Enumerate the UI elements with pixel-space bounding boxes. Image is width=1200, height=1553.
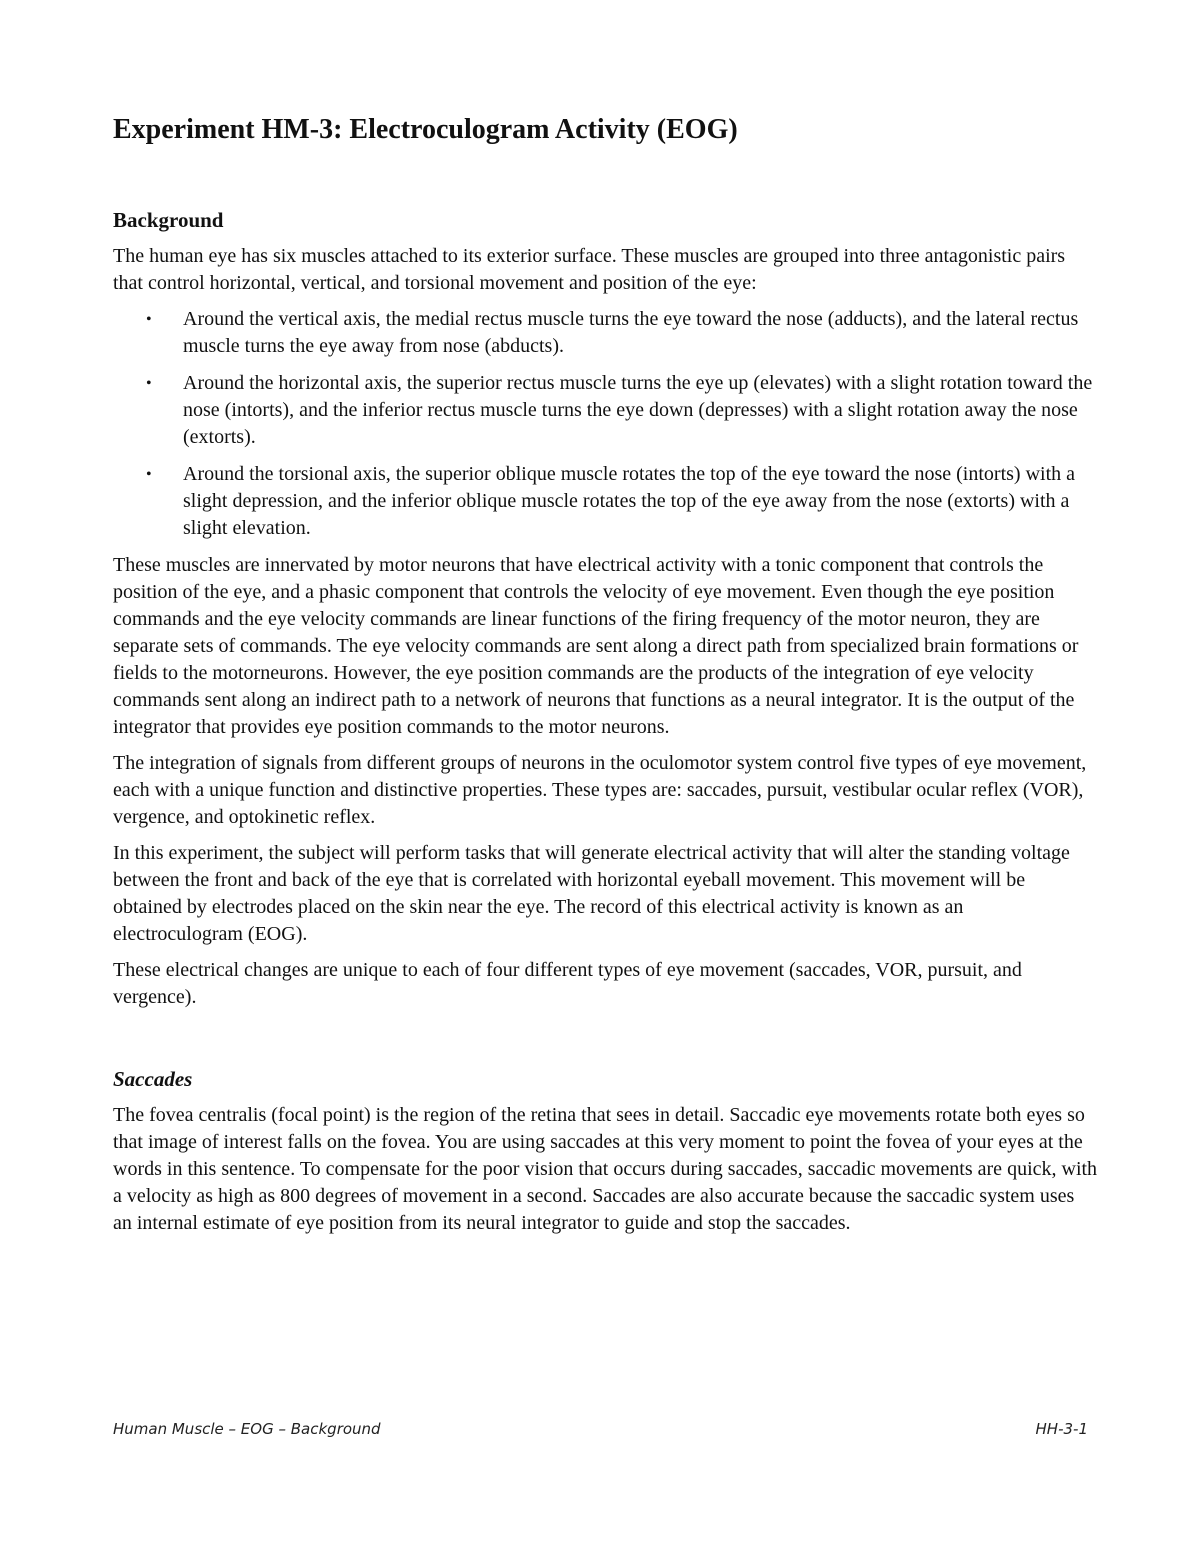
body-paragraph: These muscles are innervated by motor neurons that have electrical activity with a tonic component that controls the position of the eye, and a phasic component that controls the velocity of eye movement. Even though the eye position commands and the eye velocity commands are linear functions of the firing frequency of the motor neuron, they are separate sets of commands. The eye velocity commands are sent along a direct path from specialized brain formations or fields to the motorneurons. However, the eye position commands are the products of the integration of eye velocity commands sent along an indirect path to a network of neurons that functions as a neural integrator. It is the output of the integrator that provides eye position commands to the motor neurons. xyxy=(113,554,1079,738)
background-intro: The human eye has six muscles attached to its exterior surface. These muscles are grouped into three antagonistic pairs that control horizontal, vertical, and torsional movement and position of the eye: xyxy=(113,245,1066,294)
muscle-list xyxy=(113,306,1098,542)
bullet-icon: • xyxy=(146,311,152,328)
page-title: Experiment HM-3: Electroculogram Activity (EOG) xyxy=(113,114,738,145)
list-item-text: Around the torsional axis, the superior oblique muscle rotates the top of the eye toward the nose (intorts) with a slight depression, and the inferior oblique muscle rotates the top of the eye away from the nose (extorts) with a slight elevation. xyxy=(183,463,1076,539)
saccades-paragraph: The fovea centralis (focal point) is the region of the retina that sees in detail. Saccadic eye movements rotate both eyes so that image of interest falls on the fovea. You are using saccades at this very moment to point the fovea of your eyes at the words in this sentence. To compensate for the poor vision that occurs during saccades, saccadic movements are quick, with a velocity as high as 800 degrees of movement in a second. Saccades are also accurate because the saccadic system uses an internal estimate of eye position from its neural integrator to guide and stop the saccades. xyxy=(113,1104,1098,1234)
bullet-icon: • xyxy=(146,466,152,483)
list-item xyxy=(113,306,1098,360)
page-content xyxy=(113,112,1098,1237)
list-item xyxy=(113,370,1098,451)
saccades-heading: Saccades xyxy=(113,1067,193,1091)
background-heading: Background xyxy=(113,208,224,232)
list-item-text: Around the vertical axis, the medial rectus muscle turns the eye toward the nose (adducts), and the lateral rectus muscle turns the eye away from nose (abducts). xyxy=(183,308,1079,357)
body-paragraph: In this experiment, the subject will perform tasks that will generate electrical activity that will alter the standing voltage between the front and back of the eye that is correlated with horizontal eyeball movement. This movement will be obtained by electrodes placed on the skin near the eye. The record of this electrical activity is known as an electroculogram (EOG). xyxy=(113,842,1070,945)
footer-section-label: Human Muscle – EOG – Background xyxy=(113,1420,381,1438)
bullet-icon: • xyxy=(146,375,152,392)
body-paragraph: The integration of signals from different groups of neurons in the oculomotor system control five types of eye movement, each with a unique function and distinctive properties. These types are: saccades, pursuit, vestibular ocular reflex (VOR), vergence, and optokinetic reflex. xyxy=(113,752,1087,828)
list-item xyxy=(113,461,1098,542)
body-paragraph: These electrical changes are unique to each of four different types of eye movement (saccades, VOR, pursuit, and vergence). xyxy=(113,959,1022,1008)
page-number: HH-3-1 xyxy=(1035,1420,1088,1438)
list-item-text: Around the horizontal axis, the superior rectus muscle turns the eye up (elevates) with a slight rotation toward the nose (intorts), and the inferior rectus muscle turns the eye down (depresses) with a slight rotation away the nose (extorts). xyxy=(183,372,1093,448)
